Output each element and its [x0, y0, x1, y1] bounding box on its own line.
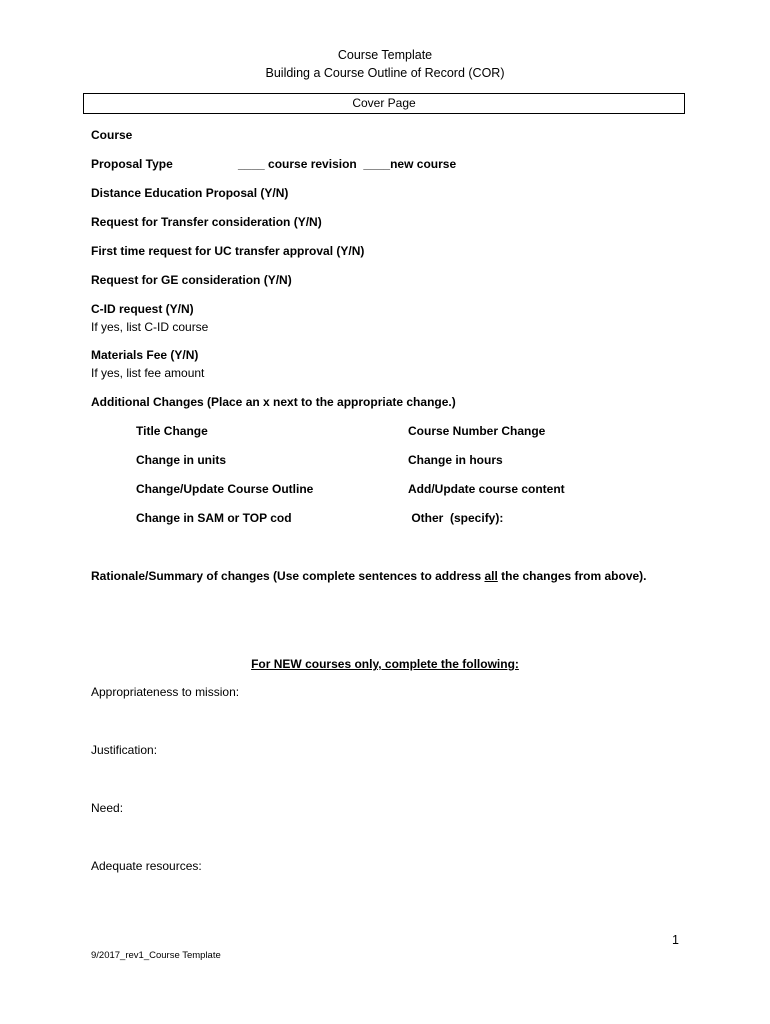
materials-fee-note: If yes, list fee amount	[91, 366, 205, 380]
change-option-title: Title Change	[136, 424, 208, 438]
transfer-consideration-label: Request for Transfer consideration (Y/N)	[91, 215, 322, 229]
cover-page-box	[83, 93, 685, 114]
course-label: Course	[91, 128, 133, 142]
proposal-type-label: Proposal Type	[91, 157, 173, 171]
change-option-units: Change in units	[136, 453, 226, 467]
change-option-other: Other (specify):	[408, 511, 504, 525]
uc-transfer-label: First time request for UC transfer approval (Y/N)	[91, 244, 365, 258]
change-option-sam-top: Change in SAM or TOP cod	[136, 511, 292, 525]
additional-changes-label: Additional Changes (Place an x next to the appropriate change.)	[91, 395, 456, 409]
cid-note: If yes, list C-ID course	[91, 320, 209, 334]
ge-consideration-label: Request for GE consideration (Y/N)	[91, 273, 292, 287]
need-label: Need:	[91, 801, 124, 815]
materials-fee-label: Materials Fee (Y/N)	[91, 348, 199, 362]
document-title: Course Template	[337, 48, 433, 62]
cid-request-label: C-ID request (Y/N)	[91, 302, 194, 316]
rationale-text-start: Rationale/Summary of changes (Use complete sentences to address	[91, 569, 485, 583]
rationale-text-emphasis: all	[484, 569, 498, 583]
change-option-content: Add/Update course content	[408, 482, 565, 496]
new-courses-heading: For NEW courses only, complete the following:	[251, 657, 519, 671]
change-option-hours: Change in hours	[408, 453, 503, 467]
adequate-resources-label: Adequate resources:	[91, 859, 202, 873]
change-option-outline: Change/Update Course Outline	[136, 482, 314, 496]
cover-page-label: Cover Page	[352, 96, 416, 110]
proposal-type-options: ____ course revision ____new course	[238, 157, 457, 171]
rationale-text-end: the changes from above).	[497, 569, 647, 583]
rationale-label	[91, 569, 647, 583]
document-subtitle: Building a Course Outline of Record (COR)	[265, 66, 505, 80]
distance-education-label: Distance Education Proposal (Y/N)	[91, 186, 289, 200]
justification-label: Justification:	[91, 743, 158, 757]
appropriateness-label: Appropriateness to mission:	[91, 685, 240, 699]
footer-text: 9/2017_rev1_Course Template	[91, 950, 221, 961]
page-number: 1	[672, 933, 679, 947]
change-option-course-number: Course Number Change	[408, 424, 546, 438]
